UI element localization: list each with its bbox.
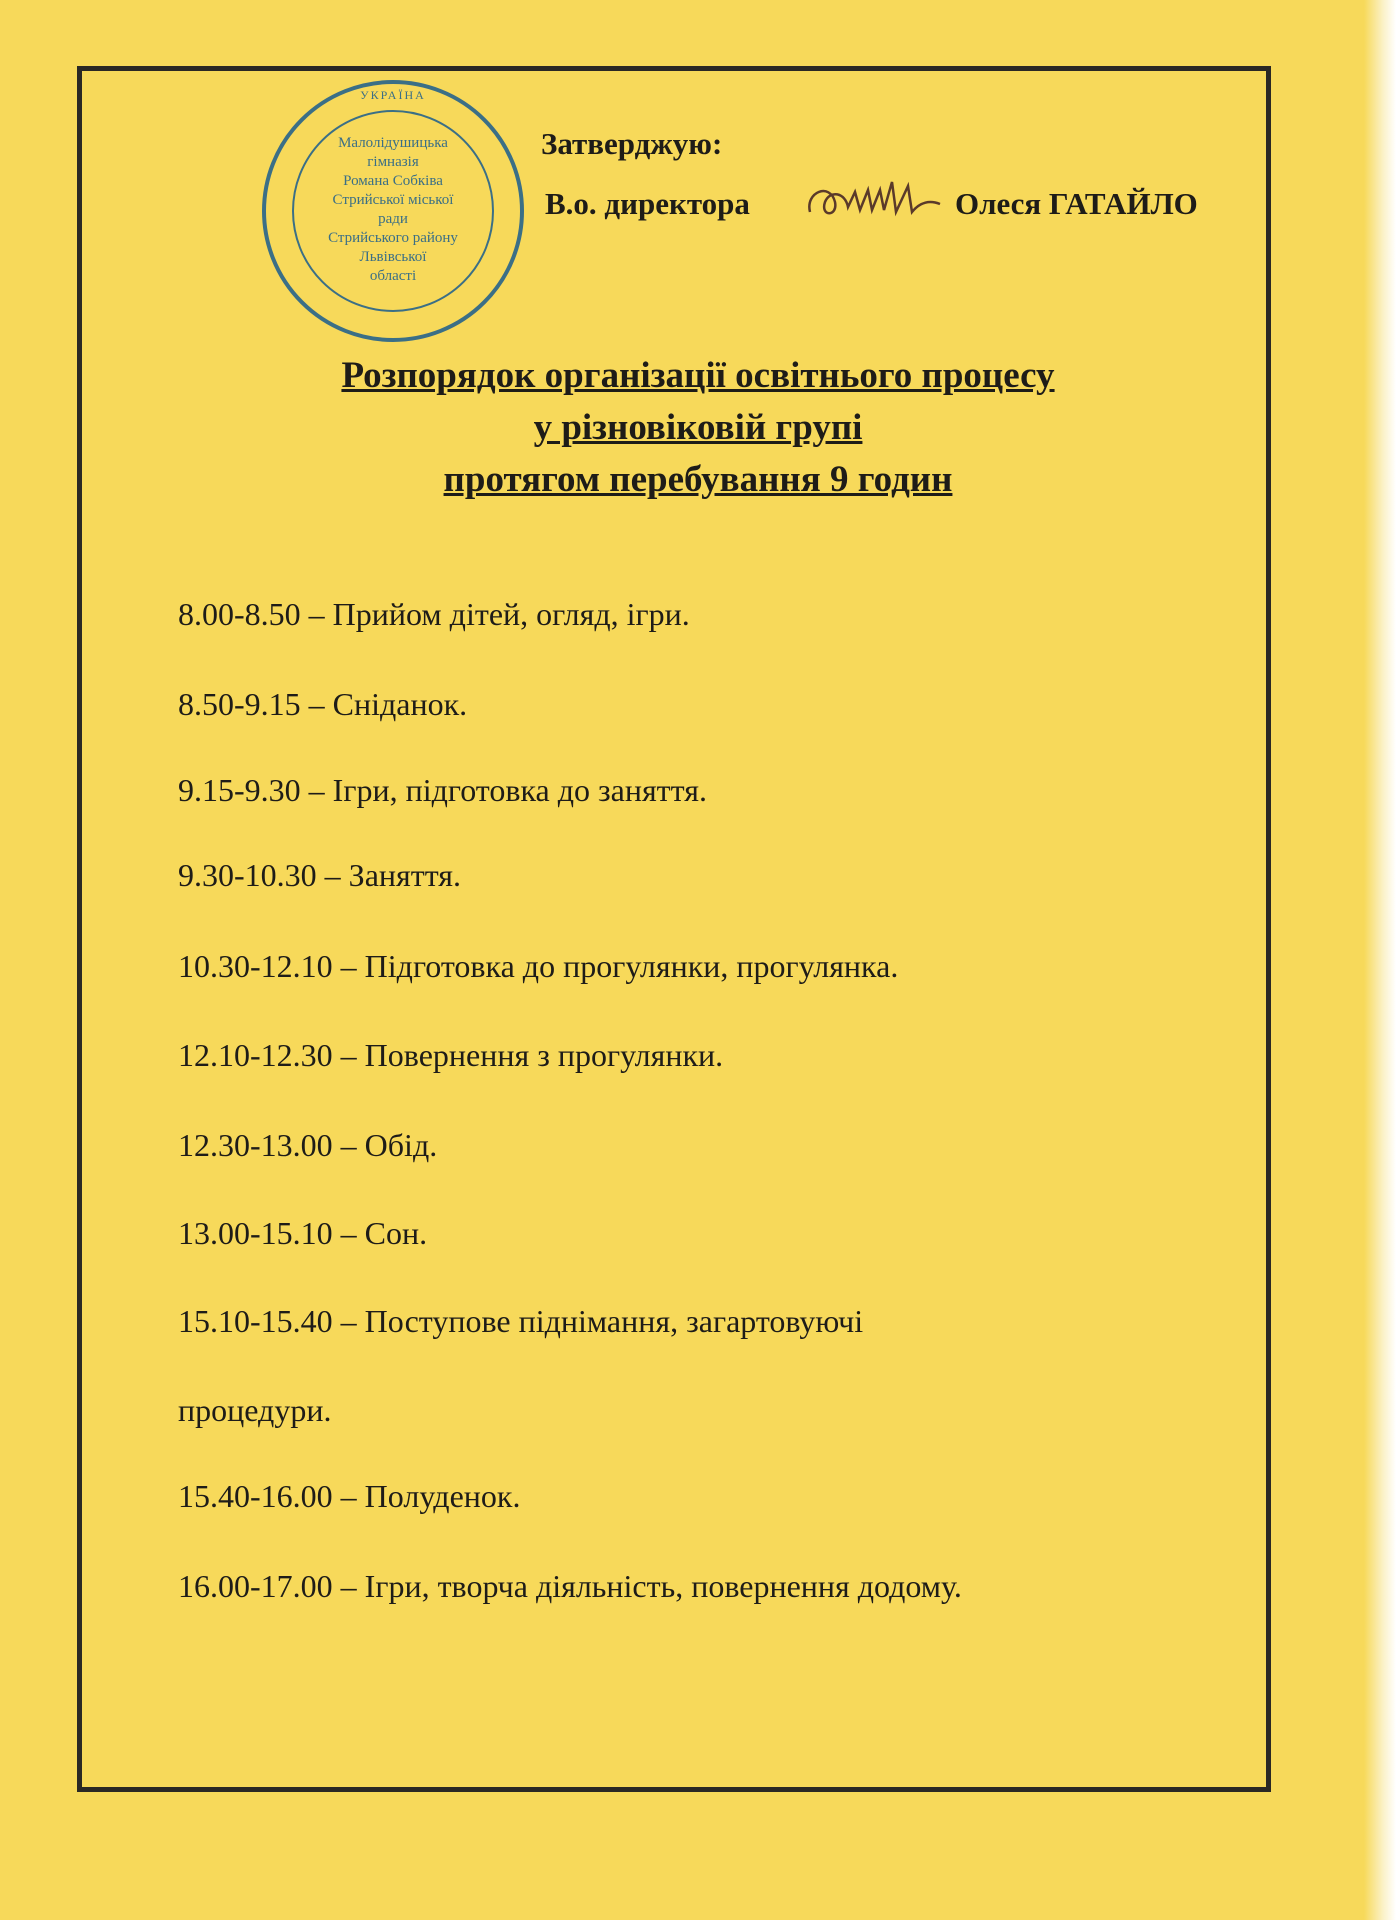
title-line: протягом перебування 9 годин: [443, 459, 953, 500]
schedule-item: 12.30-13.00 – Обід.: [178, 1127, 438, 1163]
schedule-item: 16.00-17.00 – Ігри, творча діяльність, повернення додому.: [178, 1568, 962, 1604]
schedule-item: 8.00-8.50 – Прийом дітей, огляд, ігри.: [178, 596, 690, 632]
schedule-item: 10.30-12.10 – Підготовка до прогулянки, прогулянка.: [178, 948, 899, 984]
title-line: у різновіковій групі: [533, 407, 863, 448]
director-position: В.о. директора: [545, 186, 750, 221]
schedule-item: 8.50-9.15 – Сніданок.: [178, 686, 468, 722]
schedule-item: 13.00-15.10 – Сон.: [178, 1215, 428, 1251]
director-name: Олеся ГАТАЙЛО: [955, 186, 1198, 221]
schedule-item: 15.40-16.00 – Полуденок.: [178, 1478, 521, 1514]
signature: [800, 172, 950, 232]
stamp-line: Стрийського району: [328, 230, 458, 246]
document-title: [0, 350, 1396, 506]
stamp-line: ради: [378, 211, 408, 227]
schedule-item: 9.30-10.30 – Заняття.: [178, 857, 461, 893]
stamp-line: області: [369, 268, 417, 284]
approval-label: Затверджую:: [541, 126, 723, 161]
stamp-top-text: УКРАЇНА: [360, 88, 426, 102]
stamp-line: Стрийської міської: [332, 192, 454, 208]
stamp-line: гімназія: [367, 154, 419, 170]
schedule-item-continued: процедури.: [178, 1392, 332, 1428]
stamp-line: Романа Собківа: [343, 173, 443, 189]
stamp-line: Малолідушицька: [338, 135, 448, 151]
schedule-item: 9.15-9.30 – Ігри, підготовка до заняття.: [178, 772, 707, 808]
page-border: [77, 66, 1271, 1792]
schedule-item: 15.10-15.40 – Поступове піднімання, загартовуючі: [178, 1303, 864, 1339]
schedule-item: 12.10-12.30 – Повернення з прогулянки.: [178, 1037, 724, 1073]
title-line: Розпорядок організації освітнього процесу: [341, 355, 1055, 396]
page-edge: [1364, 0, 1396, 1920]
official-stamp: [262, 80, 524, 342]
stamp-line: Львівської: [359, 249, 427, 265]
